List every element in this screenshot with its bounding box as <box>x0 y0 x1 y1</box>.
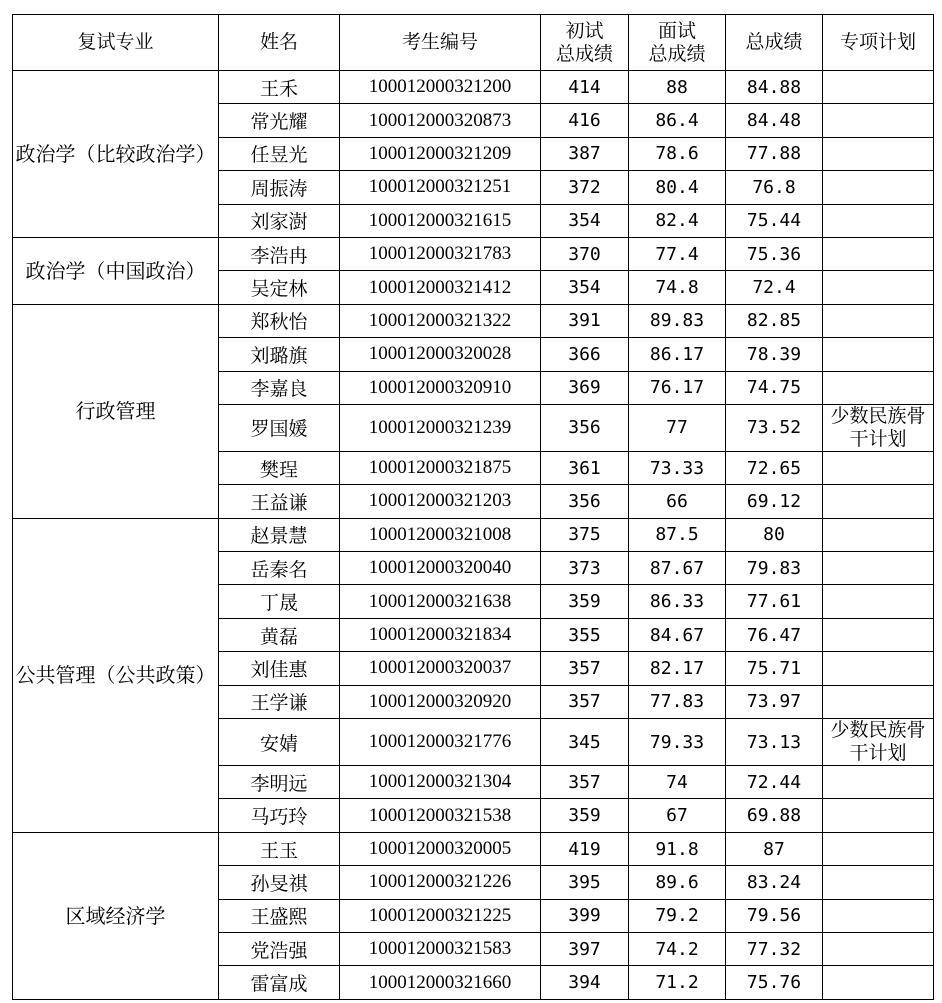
header-interview-l2: 总成绩 <box>648 42 706 65</box>
interview-score-cell: 77.4 <box>629 237 726 270</box>
total-score-cell: 80 <box>726 518 823 551</box>
header-initial-l2: 总成绩 <box>555 42 613 65</box>
initial-score-cell: 416 <box>541 104 629 137</box>
initial-score-cell: 359 <box>541 585 629 618</box>
table-row <box>13 71 934 104</box>
exam-id-cell: 100012000321251 <box>340 171 541 204</box>
interview-score-cell: 79.33 <box>629 719 726 766</box>
exam-id-cell: 100012000321412 <box>340 271 541 304</box>
header-plan: 专项计划 <box>823 15 934 71</box>
initial-score-cell: 391 <box>541 304 629 337</box>
name-cell: 刘家澍 <box>219 204 340 237</box>
exam-id-cell: 100012000321875 <box>340 451 541 484</box>
name-cell: 罗国媛 <box>219 404 340 451</box>
interview-score-cell: 78.6 <box>629 137 726 170</box>
interview-score-cell: 91.8 <box>629 832 726 865</box>
name-cell: 郑秋怡 <box>219 304 340 337</box>
interview-score-cell: 74 <box>629 766 726 799</box>
total-score-cell: 84.48 <box>726 104 823 137</box>
total-score-cell: 87 <box>726 832 823 865</box>
name-cell: 李嘉良 <box>219 371 340 404</box>
plan-cell <box>823 966 934 999</box>
initial-score-cell: 345 <box>541 719 629 766</box>
total-score-cell: 79.56 <box>726 899 823 932</box>
exam-id-cell: 100012000321203 <box>340 485 541 518</box>
header-initial-l1: 初试 <box>565 19 604 42</box>
exam-id-cell: 100012000321638 <box>340 585 541 618</box>
name-cell: 王益谦 <box>219 485 340 518</box>
name-cell: 马巧玲 <box>219 799 340 832</box>
plan-cell <box>823 171 934 204</box>
plan-cell <box>823 866 934 899</box>
initial-score-cell: 361 <box>541 451 629 484</box>
total-score-cell: 79.83 <box>726 552 823 585</box>
plan-cell <box>823 932 934 965</box>
header-id: 考生编号 <box>340 15 541 71</box>
name-cell: 雷富成 <box>219 966 340 999</box>
initial-score-cell: 414 <box>541 71 629 104</box>
plan-cell <box>823 137 934 170</box>
exam-id-cell: 100012000321776 <box>340 719 541 766</box>
plan-cell <box>823 271 934 304</box>
interview-score-cell: 88 <box>629 71 726 104</box>
major-cell: 区域经济学 <box>13 832 219 999</box>
name-cell: 常光耀 <box>219 104 340 137</box>
plan-cell <box>823 485 934 518</box>
exam-id-cell: 100012000321583 <box>340 932 541 965</box>
total-score-cell: 72.4 <box>726 271 823 304</box>
exam-id-cell: 100012000320873 <box>340 104 541 137</box>
plan-cell <box>823 451 934 484</box>
total-score-cell: 72.44 <box>726 766 823 799</box>
major-cell: 公共管理（公共政策） <box>13 518 219 832</box>
plan-cell <box>823 237 934 270</box>
exam-id-cell: 100012000321008 <box>340 518 541 551</box>
plan-cell: 少数民族骨干计划 <box>823 719 934 766</box>
exam-id-cell: 100012000320005 <box>340 832 541 865</box>
header-total-score: 总成绩 <box>726 15 823 71</box>
name-cell: 李浩冉 <box>219 237 340 270</box>
plan-cell <box>823 585 934 618</box>
plan-cell <box>823 204 934 237</box>
interview-score-cell: 84.67 <box>629 618 726 651</box>
interview-score-cell: 86.4 <box>629 104 726 137</box>
name-cell: 王学谦 <box>219 685 340 718</box>
total-score-cell: 74.75 <box>726 371 823 404</box>
name-cell: 丁晟 <box>219 585 340 618</box>
table-row <box>13 237 934 270</box>
plan-cell <box>823 652 934 685</box>
total-score-cell: 73.52 <box>726 404 823 451</box>
interview-score-cell: 71.2 <box>629 966 726 999</box>
name-cell: 王禾 <box>219 71 340 104</box>
total-score-cell: 75.71 <box>726 652 823 685</box>
interview-score-cell: 77 <box>629 404 726 451</box>
plan-cell <box>823 552 934 585</box>
exam-id-cell: 100012000320920 <box>340 685 541 718</box>
name-cell: 王盛熙 <box>219 899 340 932</box>
exam-id-cell: 100012000321226 <box>340 866 541 899</box>
plan-cell <box>823 104 934 137</box>
exam-id-cell: 100012000321225 <box>340 899 541 932</box>
interview-score-cell: 77.83 <box>629 685 726 718</box>
total-score-cell: 82.85 <box>726 304 823 337</box>
initial-score-cell: 366 <box>541 338 629 371</box>
interview-score-cell: 67 <box>629 799 726 832</box>
exam-id-cell: 100012000321304 <box>340 766 541 799</box>
interview-score-cell: 73.33 <box>629 451 726 484</box>
total-score-cell: 78.39 <box>726 338 823 371</box>
interview-score-cell: 82.17 <box>629 652 726 685</box>
header-name: 姓名 <box>219 15 340 71</box>
initial-score-cell: 387 <box>541 137 629 170</box>
name-cell: 赵景慧 <box>219 518 340 551</box>
interview-score-cell: 74.8 <box>629 271 726 304</box>
interview-score-cell: 82.4 <box>629 204 726 237</box>
interview-score-cell: 87.5 <box>629 518 726 551</box>
header-row <box>13 15 934 71</box>
name-cell: 李明远 <box>219 766 340 799</box>
total-score-cell: 83.24 <box>726 866 823 899</box>
name-cell: 任昱光 <box>219 137 340 170</box>
interview-score-cell: 86.33 <box>629 585 726 618</box>
exam-id-cell: 100012000320028 <box>340 338 541 371</box>
total-score-cell: 75.36 <box>726 237 823 270</box>
interview-score-cell: 86.17 <box>629 338 726 371</box>
initial-score-cell: 357 <box>541 652 629 685</box>
interview-score-cell: 80.4 <box>629 171 726 204</box>
plan-cell <box>823 304 934 337</box>
initial-score-cell: 354 <box>541 271 629 304</box>
exam-id-cell: 100012000321322 <box>340 304 541 337</box>
name-cell: 樊珵 <box>219 451 340 484</box>
name-cell: 黄磊 <box>219 618 340 651</box>
name-cell: 党浩强 <box>219 932 340 965</box>
plan-cell <box>823 338 934 371</box>
name-cell: 孙旻祺 <box>219 866 340 899</box>
exam-id-cell: 100012000321200 <box>340 71 541 104</box>
exam-id-cell: 100012000321239 <box>340 404 541 451</box>
results-table <box>12 14 934 1000</box>
total-score-cell: 73.13 <box>726 719 823 766</box>
name-cell: 刘佳惠 <box>219 652 340 685</box>
table-row <box>13 304 934 337</box>
plan-cell <box>823 685 934 718</box>
major-cell: 政治学（中国政治） <box>13 237 219 304</box>
major-cell: 行政管理 <box>13 304 219 518</box>
exam-id-cell: 100012000321783 <box>340 237 541 270</box>
interview-score-cell: 89.6 <box>629 866 726 899</box>
initial-score-cell: 356 <box>541 485 629 518</box>
interview-score-cell: 66 <box>629 485 726 518</box>
interview-score-cell: 76.17 <box>629 371 726 404</box>
initial-score-cell: 370 <box>541 237 629 270</box>
exam-id-cell: 100012000321615 <box>340 204 541 237</box>
exam-id-cell: 100012000321660 <box>340 966 541 999</box>
name-cell: 吴定林 <box>219 271 340 304</box>
exam-id-cell: 100012000320910 <box>340 371 541 404</box>
initial-score-cell: 357 <box>541 766 629 799</box>
exam-id-cell: 100012000320037 <box>340 652 541 685</box>
initial-score-cell: 356 <box>541 404 629 451</box>
total-score-cell: 75.76 <box>726 966 823 999</box>
plan-cell <box>823 832 934 865</box>
plan-cell <box>823 518 934 551</box>
initial-score-cell: 375 <box>541 518 629 551</box>
plan-cell <box>823 371 934 404</box>
plan-cell <box>823 71 934 104</box>
header-major: 复试专业 <box>13 15 219 71</box>
total-score-cell: 75.44 <box>726 204 823 237</box>
total-score-cell: 84.88 <box>726 71 823 104</box>
initial-score-cell: 354 <box>541 204 629 237</box>
initial-score-cell: 373 <box>541 552 629 585</box>
interview-score-cell: 87.67 <box>629 552 726 585</box>
plan-cell <box>823 899 934 932</box>
plan-cell <box>823 799 934 832</box>
header-interview-l1: 面试 <box>657 19 696 42</box>
initial-score-cell: 355 <box>541 618 629 651</box>
plan-cell: 少数民族骨干计划 <box>823 404 934 451</box>
interview-score-cell: 79.2 <box>629 899 726 932</box>
total-score-cell: 69.88 <box>726 799 823 832</box>
table-row <box>13 518 934 551</box>
initial-score-cell: 397 <box>541 932 629 965</box>
header-initial-score <box>541 15 629 71</box>
header-interview-score <box>629 15 726 71</box>
initial-score-cell: 357 <box>541 685 629 718</box>
table-body <box>13 71 934 1000</box>
plan-cell <box>823 766 934 799</box>
total-score-cell: 77.32 <box>726 932 823 965</box>
major-cell: 政治学（比较政治学） <box>13 71 219 238</box>
initial-score-cell: 394 <box>541 966 629 999</box>
interview-score-cell: 74.2 <box>629 932 726 965</box>
exam-id-cell: 100012000320040 <box>340 552 541 585</box>
total-score-cell: 72.65 <box>726 451 823 484</box>
total-score-cell: 73.97 <box>726 685 823 718</box>
initial-score-cell: 395 <box>541 866 629 899</box>
initial-score-cell: 372 <box>541 171 629 204</box>
exam-id-cell: 100012000321834 <box>340 618 541 651</box>
initial-score-cell: 399 <box>541 899 629 932</box>
exam-id-cell: 100012000321538 <box>340 799 541 832</box>
total-score-cell: 77.88 <box>726 137 823 170</box>
name-cell: 王玉 <box>219 832 340 865</box>
total-score-cell: 69.12 <box>726 485 823 518</box>
name-cell: 安婧 <box>219 719 340 766</box>
initial-score-cell: 419 <box>541 832 629 865</box>
total-score-cell: 77.61 <box>726 585 823 618</box>
name-cell: 岳秦名 <box>219 552 340 585</box>
initial-score-cell: 359 <box>541 799 629 832</box>
table-row <box>13 832 934 865</box>
exam-id-cell: 100012000321209 <box>340 137 541 170</box>
total-score-cell: 76.8 <box>726 171 823 204</box>
plan-cell <box>823 618 934 651</box>
name-cell: 周振涛 <box>219 171 340 204</box>
total-score-cell: 76.47 <box>726 618 823 651</box>
interview-score-cell: 89.83 <box>629 304 726 337</box>
name-cell: 刘璐旗 <box>219 338 340 371</box>
initial-score-cell: 369 <box>541 371 629 404</box>
